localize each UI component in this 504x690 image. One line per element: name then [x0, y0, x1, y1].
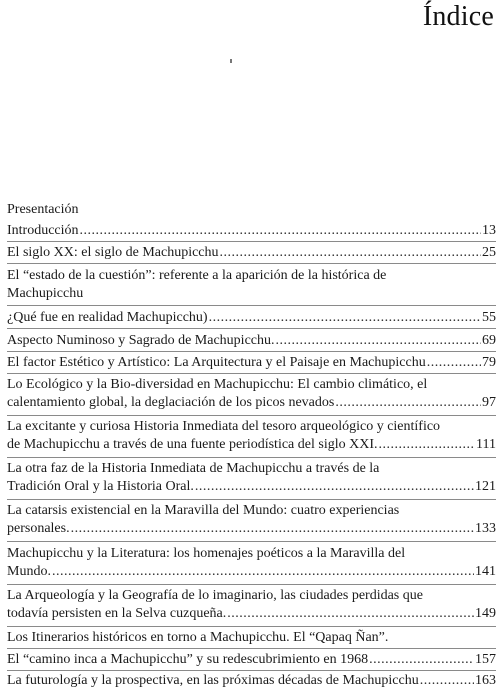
toc-entry-text: personales. [7, 521, 70, 536]
toc-entry-historia-inmediata [7, 418, 496, 454]
toc-entry-text: de Machupicchu a través de una fuente periodística del siglo XXI. [7, 437, 378, 452]
toc-entry-text: El “camino inca a Machupicchu” y su redescubrimiento en 1968 [7, 652, 369, 667]
dot-leader [427, 354, 481, 372]
toc-entry-itinerarios [7, 629, 496, 647]
toc-entry-futurologia [7, 672, 496, 690]
page-title: Índice [422, 1, 494, 32]
toc-entry-text: El factor Estético y Artístico: La Arquitectura y el Paisaje en Machupicchu [7, 355, 426, 370]
divider [7, 351, 496, 352]
toc-entry-text: Machupicchu y la Literatura: los homenajes poéticos a la Maravilla del [7, 546, 406, 561]
divider [7, 648, 496, 649]
toc-entry-introduccion [7, 222, 496, 240]
dot-leader [220, 244, 481, 262]
toc-entry-text: La catarsis existencial en la Maravilla del Mundo: cuatro experiencias [7, 503, 400, 518]
toc-entry-text: La excitante y curiosa Historia Inmediata del tesoro arqueológico y científico [7, 419, 441, 434]
toc-entry-siglo-xx [7, 244, 496, 262]
toc-entry-text: Lo Ecológico y la Bio-diversidad en Machupicchu: El cambio climático, el [7, 377, 428, 392]
toc-entry-text: La otra faz de la Historia Inmediata de Machupicchu a través de la [7, 461, 380, 476]
toc-entry-catarsis [7, 502, 496, 538]
dot-leader [276, 332, 482, 350]
toc-entry-estetico [7, 354, 496, 372]
toc-entry-text: calentamiento global, la deglaciación de los picos nevados [7, 395, 335, 410]
toc-entry-otra-faz [7, 460, 496, 496]
toc-entry-text: El siglo XX: el siglo de Machupicchu [7, 245, 219, 260]
toc-page-number: 25 [482, 245, 496, 260]
divider [7, 584, 496, 585]
toc-entry-estado-cuestion [7, 267, 496, 303]
toc-entry-text: Aspecto Numinoso y Sagrado de Machupicchu. [7, 333, 275, 348]
divider [7, 328, 496, 329]
toc-entry-literatura [7, 545, 496, 581]
scan-speck [230, 59, 232, 63]
dot-leader [209, 309, 481, 327]
toc-page-number: 163 [475, 673, 496, 688]
dot-leader [335, 394, 481, 412]
toc-page-number: 121 [475, 479, 496, 494]
toc-page-number: 55 [482, 310, 496, 325]
toc-entry-camino-inca [7, 651, 496, 669]
toc-entry-text: La Arqueología y la Geografía de lo imaginario, las ciudades perdidas que [7, 588, 423, 603]
toc-entry-numinoso [7, 332, 496, 350]
dot-leader [378, 436, 475, 454]
toc-entry-text: Los Itinerarios históricos en torno a Machupicchu. El “Qapaq Ñan”. [7, 630, 389, 645]
toc-entry-text: todavía persisten en la Selva cuzqueña. [7, 606, 227, 621]
dot-leader [52, 563, 474, 581]
dot-leader [195, 478, 474, 496]
toc-page-number: 111 [476, 437, 496, 452]
toc-entry-ecologico [7, 376, 496, 412]
toc-entry-presentacion [7, 201, 496, 219]
dot-leader [80, 222, 481, 240]
toc-page-number: 133 [475, 521, 496, 536]
toc-entry-text: Presentación [7, 202, 79, 217]
divider [7, 541, 496, 542]
toc-entry-arqueologia [7, 587, 496, 623]
toc-page-number: 149 [475, 606, 496, 621]
toc-entry-que-fue [7, 309, 496, 327]
dot-leader [71, 520, 474, 538]
dot-leader [227, 605, 474, 623]
divider [7, 373, 496, 374]
divider [7, 626, 496, 627]
divider [7, 415, 496, 416]
toc-entry-text: Tradición Oral y la Historia Oral. [7, 479, 194, 494]
divider [7, 305, 496, 306]
divider [7, 499, 496, 500]
toc-entry-text: La futurología y la prospectiva, en las próximas décadas de Machupicchu [7, 673, 419, 688]
toc-entry-text: El “estado de la cuestión”: referente a la aparición de la histórica de [7, 268, 387, 283]
divider [7, 670, 496, 671]
divider [7, 241, 496, 242]
toc-page-number: 79 [482, 355, 496, 370]
toc-entry-text: Mundo. [7, 564, 51, 579]
dot-leader [369, 651, 474, 669]
toc-entry-text: ¿Qué fue en realidad Machupicchu) [7, 310, 208, 325]
toc-page-number: 13 [482, 223, 496, 238]
dot-leader [420, 672, 474, 690]
toc-page-number: 141 [475, 564, 496, 579]
toc-page-number: 97 [482, 395, 496, 410]
toc-entry-text: Introducción [7, 223, 79, 238]
divider [7, 263, 496, 264]
toc-entry-text: Machupicchu [7, 286, 84, 301]
toc-page-number: 157 [475, 652, 496, 667]
divider [7, 457, 496, 458]
toc-page-number: 69 [482, 333, 496, 348]
